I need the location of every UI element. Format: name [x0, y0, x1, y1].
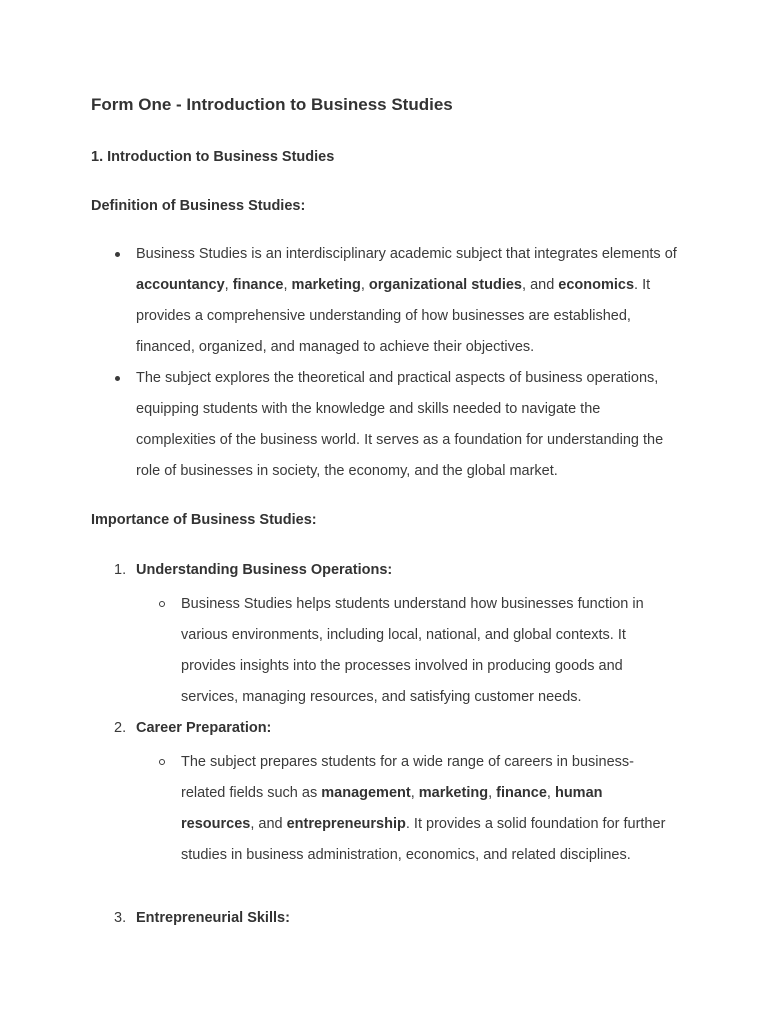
importance-item-3-title: 3. Entrepreneurial Skills:: [114, 910, 290, 926]
bullet-dot-icon: [115, 376, 120, 381]
list-number: 1.: [114, 562, 127, 578]
definition-list: [136, 239, 681, 487]
circle-bullet-icon: [159, 601, 165, 607]
importance-heading: Importance of Business Studies:: [91, 512, 317, 528]
section-heading: 1. Introduction to Business Studies: [91, 149, 335, 165]
document-title: Form One - Introduction to Business Studies: [91, 95, 453, 114]
bullet-dot-icon: [115, 252, 120, 257]
definition-bullet-1: Business Studies is an interdisciplinary academic subject that integrates elements of accountancy, finance, marketing, organizational studies, and economics. It provides a comprehensive understanding of how businesses are established, financed, organized, and managed to achieve their objectives.: [136, 239, 681, 363]
importance-item-1-detail: Business Studies helps students understand how businesses function in various environments, including local, national, and global contexts. It provides insights into the processes involved in producing goods and services, managing resources, and satisfying customer needs.: [181, 589, 671, 713]
definition-heading: Definition of Business Studies:: [91, 198, 306, 214]
definition-bullet-2: The subject explores the theoretical and practical aspects of business operations, equipping students with the knowledge and skills needed to navigate the complexities of the business world. It serves as a foundation for understanding the role of businesses in society, the economy, and the global market.: [136, 363, 681, 487]
list-number: 2.: [114, 720, 127, 736]
importance-item-1-title: 1. Understanding Business Operations:: [114, 562, 393, 578]
circle-bullet-icon: [159, 759, 165, 765]
importance-item-2-detail: The subject prepares students for a wide range of careers in business-related fields such as management, marketing, finance, human resources, and entrepreneurship. It provides a solid foundation for further studies in business administration, economics, and related disciplines.: [181, 747, 671, 871]
list-number: 3.: [114, 910, 127, 926]
importance-item-2-title: 2. Career Preparation:: [114, 720, 272, 736]
